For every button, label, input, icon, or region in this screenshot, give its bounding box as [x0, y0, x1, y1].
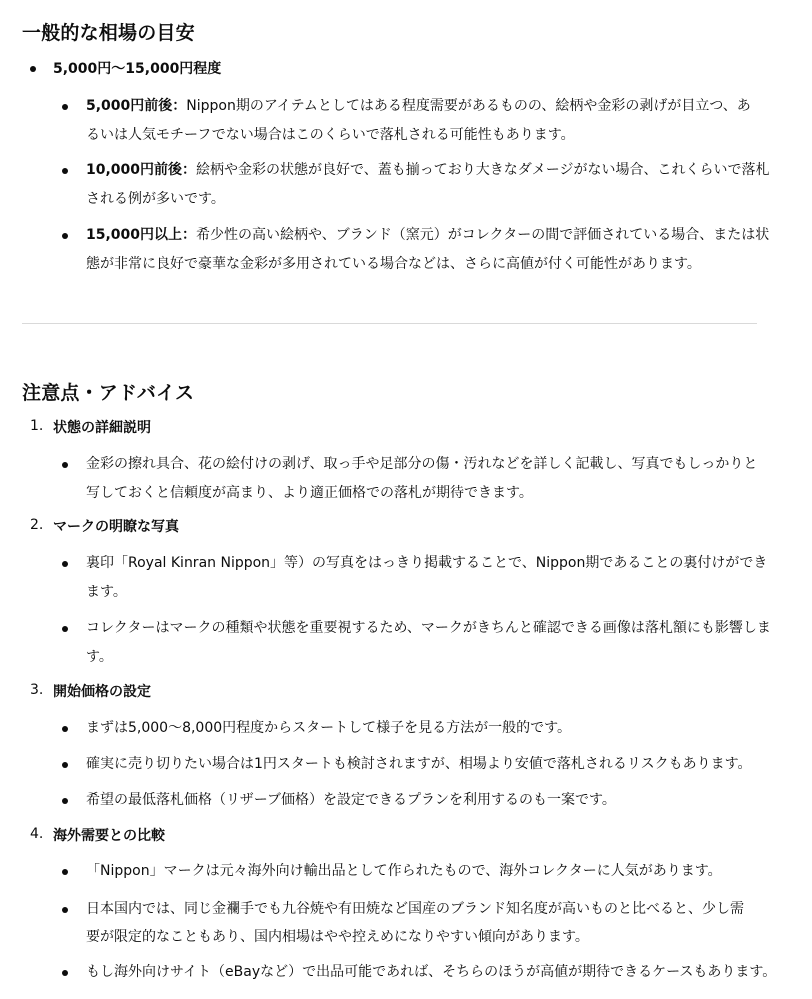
price-item-line: [86, 160, 769, 180]
price-item-line: される例が多いです。: [86, 191, 225, 207]
bullet-dot: [62, 462, 68, 468]
bullet-dot: [62, 869, 68, 875]
list-number: 2.: [30, 517, 44, 533]
point-heading: 海外需要との比較: [53, 828, 165, 844]
price-item-line: 態が非常に良好で豪華な金彩が多用されている場合などは、さらに高値が付く可能性があります。: [86, 256, 701, 272]
bullet-dot: [62, 970, 68, 976]
bullet-dot: [30, 66, 36, 72]
price-item-text: 絵柄や金彩の状態が良好で、蓋も揃っており大きなダメージがない場合、これくらいで落札: [196, 162, 770, 178]
point-heading: 開始価格の設定: [53, 684, 151, 700]
list-number: 3.: [30, 682, 44, 698]
bullet-dot: [62, 726, 68, 732]
point-heading: 状態の詳細説明: [53, 420, 151, 436]
bullet-dot: [62, 907, 68, 913]
point-bullet-line: 確実に売り切りたい場合は1円スタートも検討されますが、相場より安値で落札されるリスクもあります。: [86, 756, 752, 772]
point-bullet-line: 希望の最低落札価格（リザーブ価格）を設定できるプランを利用するのも一案です。: [86, 792, 616, 808]
point-bullet-line: ます。: [86, 584, 127, 600]
price-item-label: 5,000円前後：: [86, 98, 187, 114]
point-heading: マークの明瞭な写真: [53, 519, 179, 535]
point-bullet-line: 「Nippon」マークは元々海外向け輸出品として作られたもので、海外コレクターに人気があります。: [86, 863, 722, 879]
section-heading-advice: 注意点・アドバイス: [22, 382, 195, 404]
bullet-dot: [62, 168, 68, 174]
list-number: 4.: [30, 826, 44, 842]
price-item-text: 希少性の高い絵柄や、ブランド（窯元）がコレクターの間で評価されている場合、または状: [196, 227, 770, 243]
list-number: 1.: [30, 418, 44, 434]
bullet-dot: [62, 233, 68, 239]
bullet-dot: [62, 798, 68, 804]
point-bullet-line: 日本国内では、同じ金襴手でも九谷焼や有田焼など国産のブランド知名度が高いものと比べると、少し需: [86, 901, 744, 917]
point-bullet-line: 要が限定的なこともあり、国内相場はやや控えめになりやすい傾向があります。: [86, 929, 589, 945]
price-item-text: Nippon期のアイテムとしてはある程度需要があるものの、絵柄や金彩の剥げが目立つ、あ: [186, 98, 751, 114]
price-range-label: 5,000円〜15,000円程度: [53, 61, 222, 77]
section-divider: [22, 323, 757, 324]
bullet-dot: [62, 626, 68, 632]
bullet-dot: [62, 104, 68, 110]
point-bullet-line: まずは5,000〜8,000円程度からスタートして様子を見る方法が一般的です。: [86, 720, 572, 736]
price-item-label: 10,000円前後：: [86, 162, 197, 178]
bullet-dot: [62, 762, 68, 768]
point-bullet-line: 金彩の擦れ具合、花の絵付けの剥げ、取っ手や足部分の傷・汚れなどを詳しく記載し、写真でもしっかりと: [86, 456, 758, 472]
price-item-label: 15,000円以上：: [86, 227, 197, 243]
point-bullet-line: 裏印「Royal Kinran Nippon」等）の写真をはっきり掲載することで、Nippon期であることの裏付けができ: [86, 555, 768, 571]
price-item-line: [86, 225, 769, 245]
point-bullet-line: コレクターはマークの種類や状態を重要視するため、マークがきちんと確認できる画像は落札額にも影響しま: [86, 620, 771, 636]
point-bullet-line: 写しておくと信頼度が高まり、より適正価格での落札が期待できます。: [86, 485, 533, 501]
point-bullet-line: もし海外向けサイト（eBayなど）で出品可能であれば、そちらのほうが高値が期待できるケースもあります。: [86, 964, 777, 980]
price-item-line: [86, 96, 751, 116]
section-heading-market-range: 一般的な相場の目安: [22, 22, 195, 44]
price-item-line: るいは人気モチーフでない場合はこのくらいで落札される可能性もあります。: [86, 127, 575, 143]
point-bullet-line: す。: [86, 649, 113, 665]
bullet-dot: [62, 561, 68, 567]
